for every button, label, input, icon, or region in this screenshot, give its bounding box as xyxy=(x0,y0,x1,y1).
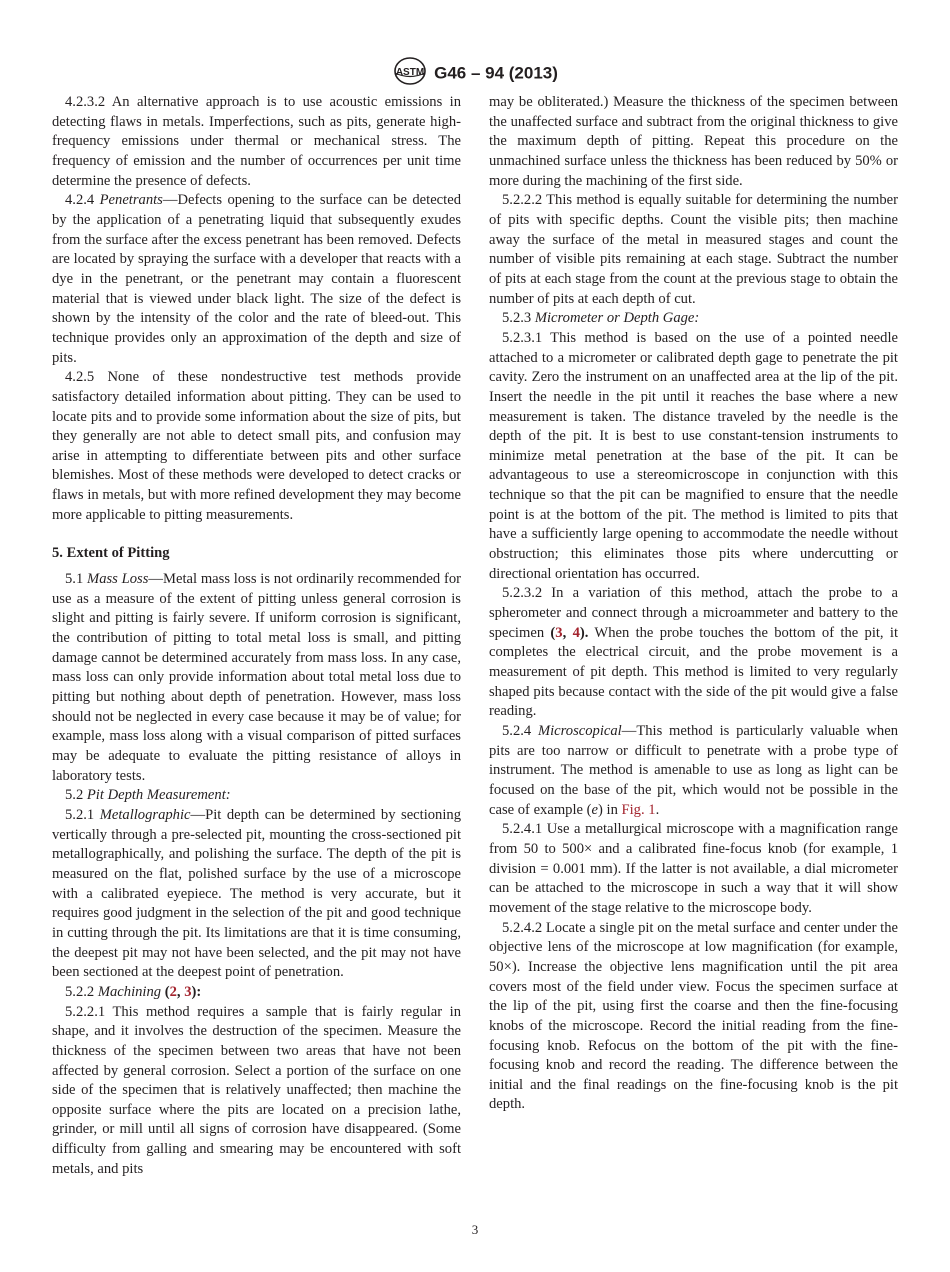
text-run: Machining xyxy=(97,983,162,1000)
text-run: ) in xyxy=(598,801,622,818)
text-run: Pit Depth Measurement: xyxy=(86,787,231,804)
text-run: ( xyxy=(550,624,556,641)
reference-link[interactable]: 3 xyxy=(555,624,563,641)
paragraph xyxy=(489,309,898,329)
text-run: Penetrants xyxy=(99,192,163,209)
text-run: 4.2.4 xyxy=(65,192,100,209)
text-run: 5. Extent of Pitting xyxy=(52,545,170,562)
text-run: When the probe touches the bottom of the pit, it completes the electrical circuit, and the probe movement is a measurement of pit depth. This method is limited to very regularly shaped pits because contact with the side of the pit would give a false reading. xyxy=(489,624,898,720)
text-run: may be obliterated.) Measure the thickness of the specimen between the unaffected surface and subtract from the original thickness to give the maximum depth of pitting. Repeat this procedure on the unmachined surface unless the thickness has been reduced by 50% or more during the machining of the first side. xyxy=(489,94,898,189)
text-run: 5.2.2.1 This method requires a sample that is fairly regular in shape, and it involves the destruction of the specimen. Measure the thickness of the specimen between two areas that have not been affected by general corrosion. Select a portion of the surface on one side of the specimen that is relatively unaffected; then machine the opposite surface where the pits are located on a precision lathe, grinder, or mill until all signs of corrosion have disappeared. (Some difficulty from galling and smearing may be encountered with soft metals, and pits xyxy=(52,1003,461,1177)
reference-link[interactable]: 2 xyxy=(169,983,177,1000)
paragraph xyxy=(52,983,461,1003)
paragraph xyxy=(489,191,898,309)
text-run: —This method is particularly valuable when pits are too narrow or difficult to penetrate with a probe type of instrument. The method is amenable to use as long as light can be focused on the base of the pit, which would not be possible in the case of example ( xyxy=(489,723,898,818)
text-run: 5.2.2 xyxy=(65,983,98,1000)
paragraph xyxy=(52,570,461,786)
text-run: —Defects opening to the surface can be detected by the application of a penetrating liquid that subsequently exudes from the surface after the excess penetrant has been removed. Defects are located by spraying the surface with a developer that reacts with a dye in the penetrant, or the penetrant may contain a fluorescent material that is viewed under black light. The size of the defect is shown by the intensity of the color and the rate of bleed-out. This technique provides only an approximation of the depth and size of pits. xyxy=(52,192,461,366)
text-run: 4.2.3.2 An alternative approach is to use acoustic emissions in detecting flaws in metals. Imperfections, such as pits, generate high-frequency emissions under thermal or mechanical stress. The frequency of emission and the number of occurrences per unit time determine the presence of defects. xyxy=(52,94,461,189)
reference-link[interactable]: 3 xyxy=(184,983,192,1000)
text-run: , xyxy=(562,624,573,641)
paragraph xyxy=(489,584,898,722)
text-run: ): xyxy=(191,983,202,1000)
text-run: Mass Loss xyxy=(87,571,149,588)
text-run: —Pit depth can be determined by sectioning vertically through a pre-selected pit, mounting the cross-sectioned pit metallographically, and polishing the surface. The depth of the pit is measured on the flat, polished surface by the use of a microscope with a calibrated eyepiece. The method is very accurate, but it requires good judgment in the selection of the pit and good technique in cutting through the pit. Its limitations are that it is time consuming, the deepest pit may not have been selected, and the pit may not have been sectioned at the deepest point of penetration. xyxy=(52,806,461,981)
text-run: 5.2.3.1 This method is based on the use of a pointed needle attached to a micrometer or calibrated depth gage to penetrate the pit cavity. Zero the instrument on an unaffected area at the lip of the pit. Insert the needle in the pit until it reaches the base where a new measurement is taken. The distance traveled by the needle is the depth of the pit. It is best to use constant-tension instruments to minimize metal penetration at the base of the pit. It can be advantageous to use a stereomicroscope in conjunction with this technique so that the pit can be magnified to ensure that the needle point is at the bottom of the pit. The method is limited to pits that have a sufficiently large opening to accommodate the needle without obstruction; this eliminates those pits where undercutting or directional orientation has occurred. xyxy=(489,329,898,582)
text-run: e xyxy=(591,801,598,818)
text-run: Micrometer or Depth Gage: xyxy=(534,310,700,327)
paragraph xyxy=(52,1003,461,1180)
reference-link[interactable]: Fig. 1 xyxy=(621,801,656,818)
text-run: —Metal mass loss is not ordinarily recommended for use as a measure of the extent of pitting unless general corrosion is slight and pitting is fairly severe. If uniform corrosion is significant, the contribution of pitting to total metal loss is small, and pitting damage cannot be determined accurately from mass loss. In any case, mass loss can only provide information about total metal loss due to pitting but nothing about depth of penetration. However, mass loss should not be neglected in every case because it may be of value; for example, mass loss along with a visual comparison of pitted surfaces may be adequate to evaluate the pitting resistance of alloys in laboratory tests. xyxy=(52,571,462,784)
page-number: 3 xyxy=(471,1222,479,1237)
paragraph xyxy=(52,368,461,525)
text-run: 5.2.4.2 Locate a single pit on the metal surface and center under the objective lens of the microscope at low magnification (for example, 50×). Increase the objective lens magnification until the pit area covers most of the field under view. Focus the specimen surface at the lip of the pit, using first the coarse and then the fine-focusing knobs of the microscope. Record the initial reading from the fine-focusing knob. Refocus on the bottom of the pit with the fine-focusing knob and record the reading. The difference between the initial and the final readings on the fine-focusing knob is the pit depth. xyxy=(489,919,898,1113)
text-run: ( xyxy=(164,983,170,1000)
text-run: 5.2.3 xyxy=(502,310,535,327)
text-run: ). xyxy=(579,624,589,641)
paragraph xyxy=(52,191,461,368)
text-run: 5.2.3.2 In a variation of this method, attach the probe to a spherometer and connect through a microammeter and battery to the specimen xyxy=(489,585,898,641)
text-run: Metallographic xyxy=(99,806,191,823)
text-run: 4.2.5 None of these nondestructive test methods provide satisfactory detailed information about pitting. They can be used to locate pits and to provide some information about the size of pits, but they generally are not able to detect small pits, and confusion may arise in attempting to differentiate between pits and other surface blemishes. Most of these methods were developed to detect cracks or flaws in metals, but with more refined development they may become more applicable to pitting measurements. xyxy=(52,369,461,523)
document-designation: G46 – 94 (2013) xyxy=(434,63,558,83)
paragraph xyxy=(52,93,461,191)
text-run: Microscopical xyxy=(537,723,622,739)
section-heading xyxy=(52,544,461,564)
left-column xyxy=(52,93,461,1179)
text-run: 5.2 xyxy=(65,787,87,804)
text-run: 5.2.4.1 Use a metallurgical microscope with a magnification range from 50 to 500× and a calibrated fine-focus knob (for example, 1 division = 0.001 mm). If the latter is not available, a dial micrometer can be attached to the microscope in such a way that it will show movement of the stage relative to the microscope body. xyxy=(489,821,898,916)
text-run: , xyxy=(176,983,185,1000)
paragraph xyxy=(489,820,898,918)
text-run: 5.2.1 xyxy=(65,806,100,823)
svg-text:ASTM: ASTM xyxy=(395,67,425,78)
text-run: 5.1 xyxy=(65,571,88,588)
text-run: . xyxy=(655,801,660,818)
text-run: 5.2.2.2 This method is equally suitable for determining the number of pits with specific depths. Count the visible pits; then machine away the surface of the metal in measured stages and count the number of visible pits remaining at each stage. Subtract the number of pits at each stage from the count at the previous stage to obtain the number of pits at each depth of cut. xyxy=(489,192,898,307)
right-column xyxy=(489,93,898,1115)
astm-logo-icon xyxy=(392,56,428,91)
paragraph xyxy=(489,93,898,191)
paragraph xyxy=(489,722,898,820)
paragraph xyxy=(489,329,898,585)
page-header xyxy=(0,56,950,91)
paragraph xyxy=(489,919,898,1116)
paragraph xyxy=(52,786,461,806)
reference-link[interactable]: 4 xyxy=(572,624,580,641)
text-run: 5.2.4 xyxy=(502,723,538,739)
paragraph xyxy=(52,806,461,983)
